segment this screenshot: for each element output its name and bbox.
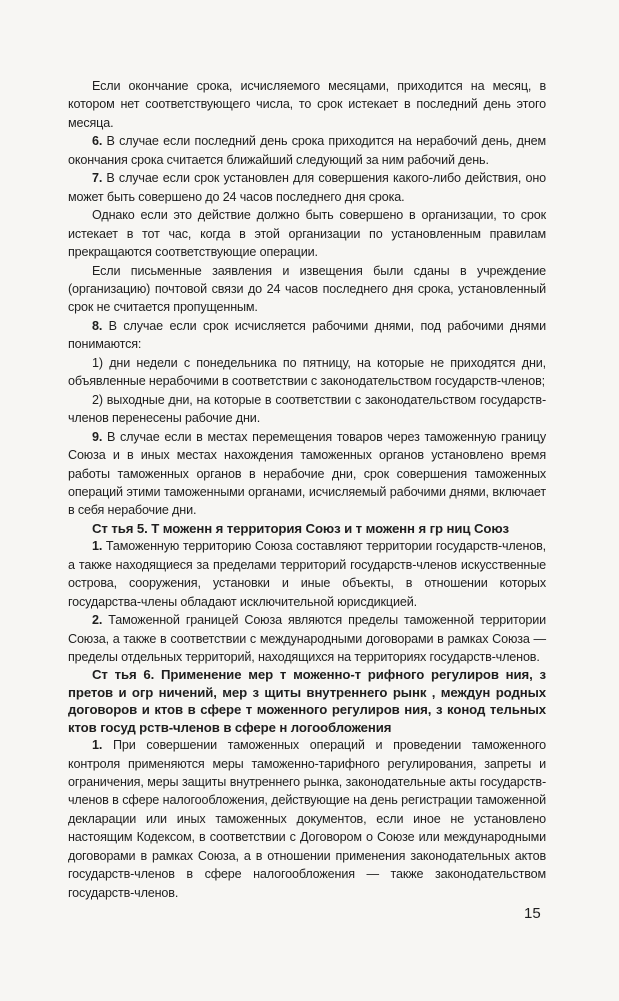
paragraph — [68, 262, 546, 317]
paragraph — [68, 354, 546, 391]
paragraph-text: Если окончание срока, исчисляемого месяцами, приходится на месяц, в котором нет соответствующего числа, то срок истекает в последний день этого месяца. — [68, 79, 546, 130]
item-number: 1. — [92, 539, 103, 554]
item-number: 8. — [92, 318, 103, 333]
article-6-heading: Ст тья 6. Применение мер т моженно-т рифного регулиров ния, з претов и огр ничений, мер з щиты внутреннего рынк , междун родных договоров и ктов в сфере т моженного регулиров ния, з конод тельных ктов госуд рств-членов в сфере н логообложения — [68, 667, 546, 735]
paragraph — [68, 132, 546, 169]
paragraph-text: Таможенную территорию Союза составляют территории государств-членов, а также находящиеся за пределами территорий государств-членов искусственные острова, сооружения, установки и иные объекты, в отношении которых государства-члены обладают исключительной юрисдикцией. — [68, 539, 546, 609]
paragraph — [68, 317, 546, 354]
paragraph-text: Таможенной границей Союза являются пределы таможенной территории Союза, а также в соответствии с международными договорами в рамках Союза — пределы отдельных территорий, находящихся на территориях государств-членов. — [68, 613, 546, 664]
page-text — [68, 77, 546, 902]
item-number: 1. — [92, 738, 103, 753]
item-number: 9. — [92, 429, 103, 444]
item-number: 7. — [92, 171, 103, 186]
page-number: 15 — [524, 905, 541, 922]
paragraph-text: 2) выходные дни, на которые в соответствии с законодательством государств-членов перенесены рабочие дни. — [68, 392, 546, 426]
paragraph — [68, 611, 546, 666]
item-number: 6. — [92, 134, 103, 149]
paragraph-text: В случае если в местах перемещения товаров через таможенную границу Союза и в иных местах нахождения таможенных органов установлено время работы таможенных органов в нерабочие дни, срок совершения таможенных операций этими таможенными органами, исчисляемый рабочими днями, включает в себя нерабочие дни. — [68, 429, 546, 518]
paragraph-text: В случае если последний день срока приходится на нерабочий день, днем окончания срока считается ближайший следующий за ним рабочий день. — [68, 134, 546, 167]
item-number: 2. — [92, 613, 103, 628]
paragraph — [68, 391, 546, 428]
paragraph — [68, 428, 546, 520]
article-5-heading: Ст тья 5. Т моженн я территория Союз и т моженн я гр ниц Союз — [92, 520, 509, 536]
paragraph-text: В случае если срок исчисляется рабочими днями, под рабочими днями понимаются: — [68, 318, 546, 352]
paragraph — [68, 537, 546, 611]
paragraph — [68, 77, 546, 132]
paragraph — [68, 169, 546, 206]
paragraph-text: При совершении таможенных операций и проведении таможенного контроля применяются меры таможенно-тарифного регулирования, запреты и ограничения, меры защиты внутреннего рынка, законодательные акты государств-членов в сфере налогообложения, действующие на день регистрации таможенной декларации или иных таможенных документов, если иное не установлено настоящим Кодексом, в соответствии с Договором о Союзе или международными договорами в рамках Союза, а в отношении применения законодательных актов государств-членов в сфере налогообложения — также законодательством государств-членов. — [68, 738, 546, 900]
paragraph — [68, 206, 546, 261]
paragraph — [68, 736, 546, 902]
paragraph-text: В случае если срок установлен для совершения какого-либо действия, оно может быть совершено до 24 часов последнего дня срока. — [68, 171, 546, 204]
paragraph-text: Если письменные заявления и извещения были сданы в учреждение (организацию) почтовой связи до 24 часов последнего дня срока, установленный срок не считается пропущенным. — [68, 263, 546, 315]
paragraph-text: Однако если это действие должно быть совершено в организации, то срок истекает в тот час, когда в этой организации по установленным правилам прекращаются соответствующие операции. — [68, 208, 546, 260]
paragraph-text: 1) дни недели с понедельника по пятницу, на которые не приходятся дни, объявленные нерабочими в соответствии с законодательством государств-членов; — [68, 355, 546, 389]
